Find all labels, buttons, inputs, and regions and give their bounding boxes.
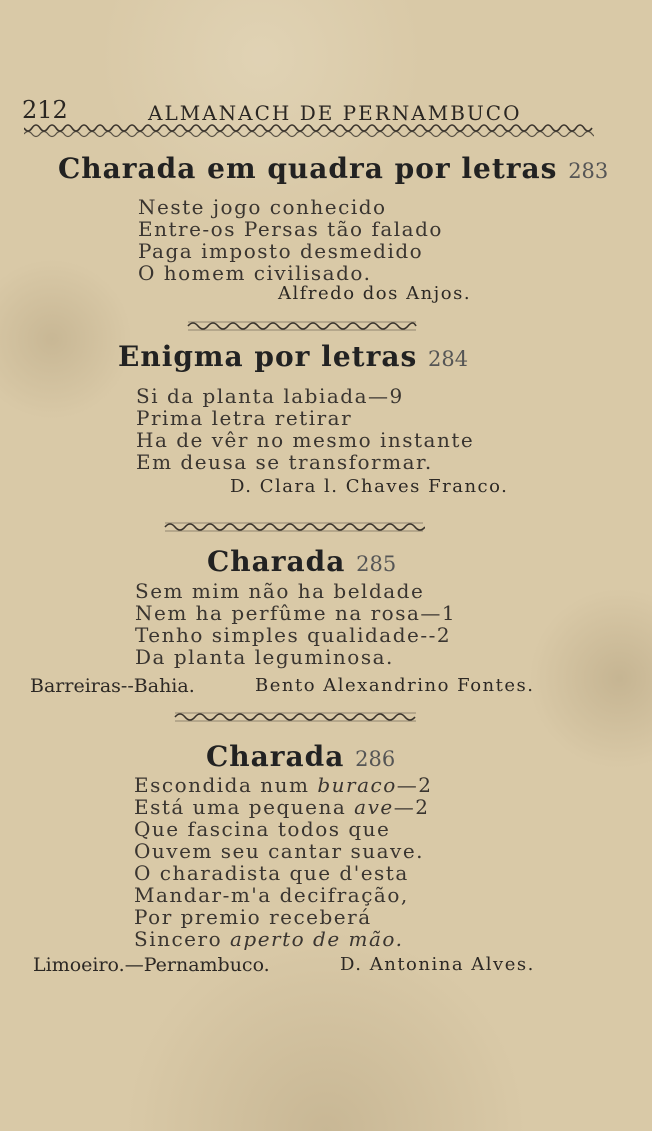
verse-line: Mandar-m'a decifração, [134, 883, 409, 907]
page-number: 212 [22, 96, 68, 124]
verse-line: Da planta leguminosa. [135, 645, 394, 669]
verse-285 [135, 580, 456, 668]
verse-line: Paga imposto desmedido [138, 239, 424, 263]
verse-line: O homem civilisado. [138, 261, 372, 285]
header-wavy-rule [24, 124, 594, 138]
verse-line: Em deusa se transformar. [136, 450, 433, 474]
verse-283 [138, 196, 443, 284]
verse-text: —2 [393, 795, 430, 819]
verse-line: Entre-os Persas tão falado [138, 217, 443, 241]
puzzle-title-283 [58, 152, 608, 185]
running-title: ALMANACH DE PERNAMBUCO [148, 101, 522, 125]
author-286: D. Antonina Alves. [340, 954, 535, 975]
verse-line: Ha de vêr no mesmo instante [136, 428, 475, 452]
verse-line [134, 774, 433, 796]
verse-line [134, 796, 433, 818]
verse-text: Sincero [134, 927, 223, 951]
author-284: D. Clara l. Chaves Franco. [230, 476, 509, 497]
puzzle-number: 283 [568, 159, 609, 183]
verse-line: Prima letra retirar [136, 406, 353, 430]
verse-286 [134, 774, 433, 950]
puzzle-title-285 [207, 545, 396, 578]
ornamental-divider [186, 319, 418, 333]
ornamental-divider [163, 520, 425, 534]
puzzle-number: 286 [355, 747, 396, 771]
verse-line: O charadista que d'esta [134, 861, 409, 885]
place-285: Barreiras--Bahia. [30, 675, 195, 697]
verse-text: —2 [396, 773, 433, 797]
verse-italic-word: ave [354, 795, 394, 819]
puzzle-title-text: Charada [206, 740, 345, 773]
puzzle-number: 284 [427, 347, 469, 371]
verse-line: Neste jogo conhecido [138, 195, 387, 219]
verse-line: Ouvem seu cantar suave. [134, 839, 425, 863]
verse-line: Si da planta labiada—9 [136, 384, 404, 408]
puzzle-title-text: Charada [207, 545, 346, 578]
verse-line: Nem ha perfûme na rosa—1 [135, 601, 457, 625]
place-286: Limoeiro.—Pernambuco. [33, 954, 270, 976]
verse-italic-word: buraco [317, 773, 397, 797]
ornamental-divider [173, 710, 418, 724]
verse-line: Tenho simples qualidade--2 [135, 623, 452, 647]
verse-line: Que fascina todos que [134, 817, 391, 841]
puzzle-title-text: Enigma por letras [118, 340, 418, 373]
verse-text: Escondida num [134, 773, 310, 797]
verse-284 [136, 385, 474, 473]
puzzle-number: 285 [356, 552, 397, 576]
author-283: Alfredo dos Anjos. [278, 283, 472, 304]
verse-line: Sem mim não ha beldade [135, 579, 425, 603]
verse-text: Está uma pequena [134, 795, 347, 819]
verse-italic-phrase: aperto de mão. [229, 927, 404, 951]
verse-line [134, 928, 433, 950]
author-285: Bento Alexandrino Fontes. [255, 675, 535, 696]
puzzle-title-284 [118, 340, 468, 373]
verse-line: Por premio receberá [134, 905, 372, 929]
puzzle-title-286 [206, 740, 395, 773]
puzzle-title-text: Charada em quadra por letras [58, 152, 558, 185]
